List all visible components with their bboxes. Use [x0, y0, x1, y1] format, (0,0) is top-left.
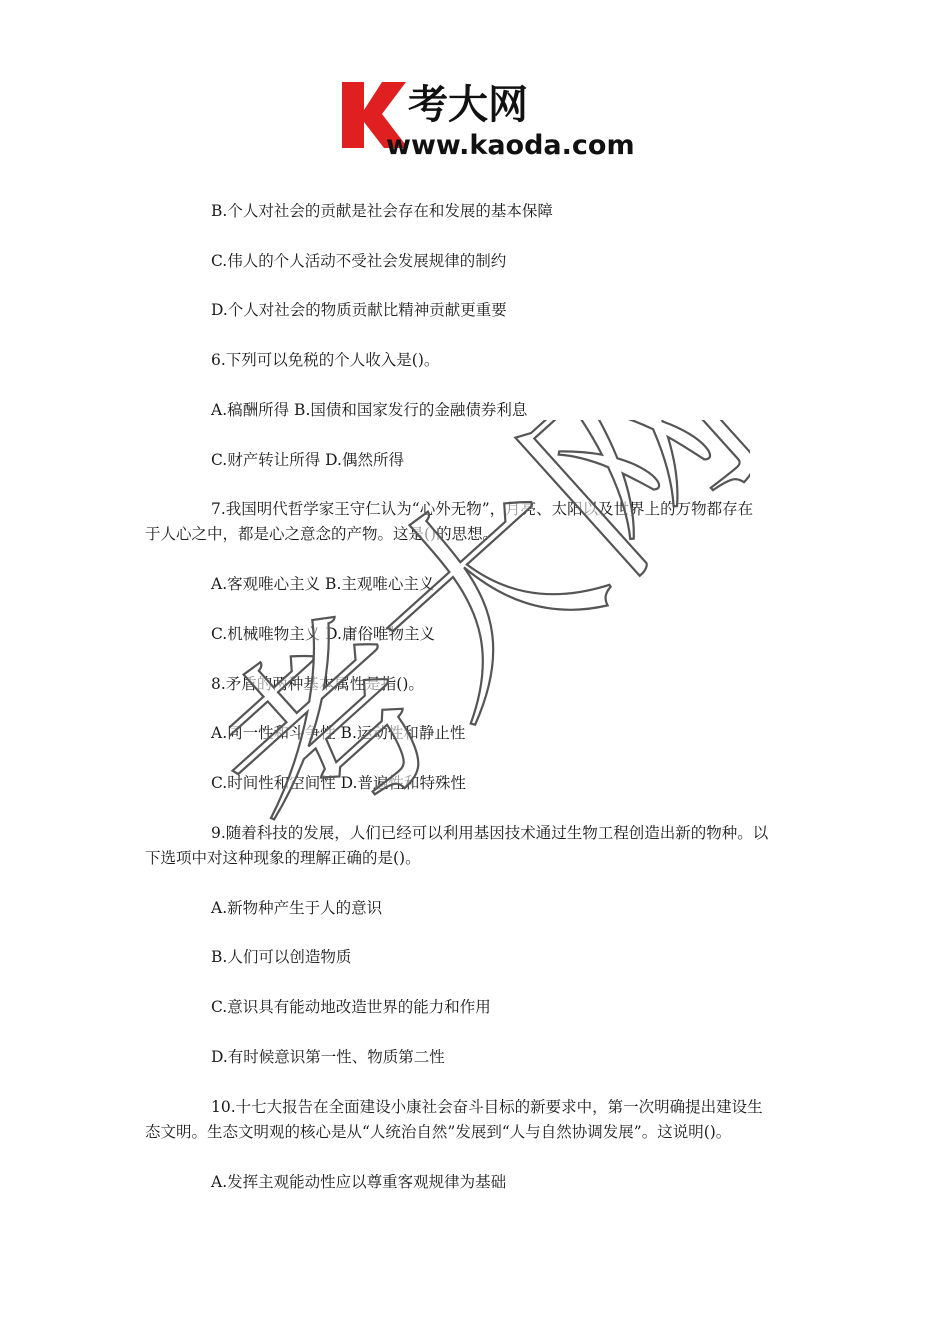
question-line-continued: 于人心之中，都是心之意念的产物。这是()的思想。	[145, 525, 499, 543]
option-line: C.财产转让所得 D.偶然所得	[211, 451, 404, 469]
option-line: D.个人对社会的物质贡献比精神贡献更重要	[211, 301, 507, 319]
question-line: 10.十七大报告在全面建设小康社会奋斗目标的新要求中，第一次明确提出建设生	[211, 1098, 763, 1116]
option-line: C.伟人的个人活动不受社会发展规律的制约	[211, 252, 507, 270]
option-line: C.意识具有能动地改造世界的能力和作用	[211, 998, 491, 1016]
question-line: 9.随着科技的发展，人们已经可以利用基因技术通过生物工程创造出新的物种。以	[211, 824, 769, 842]
option-line: A.发挥主观能动性应以尊重客观规律为基础	[211, 1173, 507, 1191]
question-line-continued: 态文明。生态文明观的核心是从“人统治自然”发展到“人与自然协调发展”。这说明()。	[145, 1123, 732, 1141]
question-line: 6.下列可以免税的个人收入是()。	[211, 351, 440, 369]
option-line: C.机械唯物主义 D.庸俗唯物主义	[211, 625, 435, 643]
question-line-continued: 下选项中对这种现象的理解正确的是()。	[145, 849, 421, 867]
question-line: 7.我国明代哲学家王守仁认为“心外无物”，月亮、太阳以及世界上的万物都存在	[211, 500, 754, 518]
watermark-text: 考大网	[230, 420, 750, 898]
logo-brand-text: 考大网	[408, 82, 528, 128]
option-line: A.新物种产生于人的意识	[211, 899, 383, 917]
option-line: A.稿酬所得 B.国债和国家发行的金融债券利息	[211, 401, 528, 419]
option-line: A.同一性和斗争性 B.运动性和静止性	[211, 724, 466, 742]
option-line: B.个人对社会的贡献是社会存在和发展的基本保障	[211, 202, 553, 220]
option-line: C.时间性和空间性 D.普遍性和特殊性	[211, 774, 466, 792]
question-line: 8.矛盾的两种基本属性是指()。	[211, 675, 424, 693]
option-line: A.客观唯心主义 B.主观唯心主义	[211, 575, 435, 593]
option-line: D.有时候意识第一性、物质第二性	[211, 1048, 445, 1066]
option-line: B.人们可以创造物质	[211, 948, 352, 966]
logo-url-text: www.kaoda.com	[386, 130, 635, 160]
